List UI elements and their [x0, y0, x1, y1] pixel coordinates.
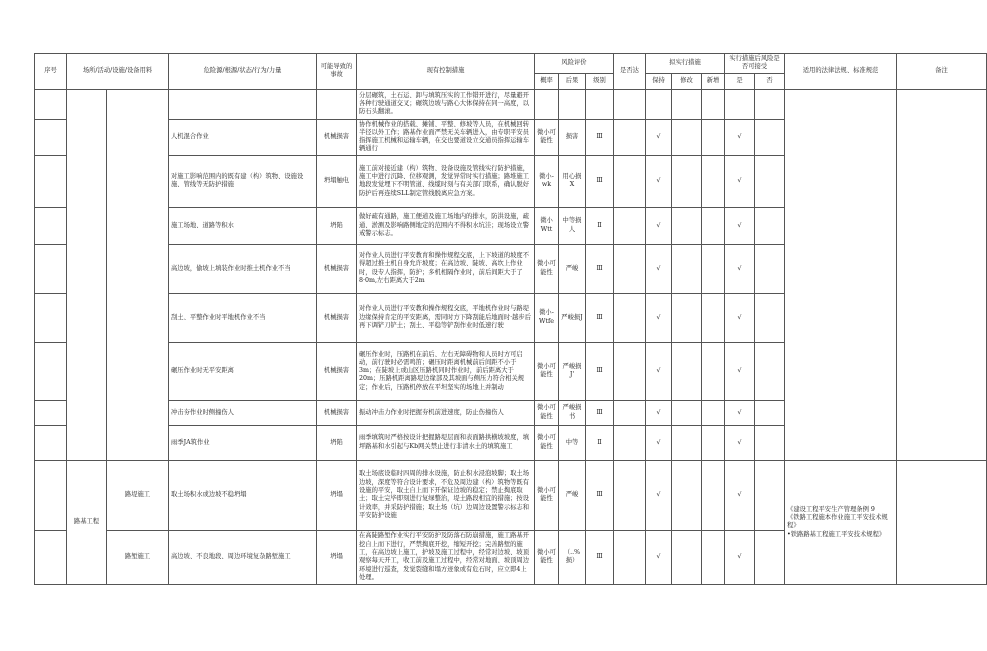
- header-remark: 备注: [897, 54, 987, 90]
- keep-cell: √: [646, 530, 672, 584]
- table-row: [35, 89, 987, 119]
- place-cell: 路基工程: [67, 460, 107, 584]
- no-cell: [755, 530, 785, 584]
- measures-cell: 对作业人员进行平安教育和操作规程交底，上下坡道的坡度不得超过推土机自身允许坡度；在高边坡、陡坡、高坎上作业时，设专人指挥，防护；多机相隔作业时，前后间距大于了8·0m,左右距离大于2m: [357, 244, 535, 293]
- keep-cell: √: [646, 293, 672, 342]
- sub-place-cell: [107, 89, 169, 460]
- no-cell: [755, 244, 785, 293]
- add-cell: [702, 155, 725, 207]
- row-number: [35, 155, 67, 207]
- accident-cell: 机械损害: [317, 400, 357, 425]
- consequence-cell: [559, 89, 586, 119]
- modify-cell: [672, 155, 702, 207]
- no-cell: [755, 425, 785, 460]
- no-cell: [755, 400, 785, 425]
- law-item: 《建设工程平安生产管理条例 9: [787, 505, 875, 513]
- modify-cell: [672, 460, 702, 530]
- header-acceptable: 实行措施后风险是否可接受: [725, 54, 785, 74]
- prob-cell: 微小可能性: [535, 342, 559, 400]
- risk-assessment-table: [34, 53, 987, 585]
- hazard-cell: 施工场地、道路等积水: [169, 207, 317, 244]
- law-item: •铁路路基工程施工平安技术规程》: [787, 530, 886, 538]
- header-risk-eval: 风险评价: [535, 54, 614, 74]
- header-laws: 适用的法律法规、标准规范: [785, 54, 897, 90]
- compliance-cell: [614, 530, 646, 584]
- add-cell: [702, 293, 725, 342]
- header-no: 否: [755, 73, 785, 89]
- modify-cell: [672, 119, 702, 155]
- no-cell: [755, 460, 785, 530]
- keep-cell: √: [646, 460, 672, 530]
- consequence-cell: （..%损）: [559, 530, 586, 584]
- row-number: [35, 400, 67, 425]
- prob-cell: 微小-Wtfe: [535, 293, 559, 342]
- prob-cell: 微小可能性: [535, 400, 559, 425]
- place-cell: [67, 89, 107, 460]
- accident-cell: [317, 89, 357, 119]
- keep-cell: √: [646, 119, 672, 155]
- no-cell: [755, 293, 785, 342]
- compliance-cell: [614, 342, 646, 400]
- consequence-cell: 严峻: [559, 244, 586, 293]
- modify-cell: [672, 400, 702, 425]
- prob-cell: 微小-wk: [535, 155, 559, 207]
- add-cell: [702, 244, 725, 293]
- compliance-cell: [614, 425, 646, 460]
- keep-cell: [646, 89, 672, 119]
- add-cell: [702, 119, 725, 155]
- accident-cell: 机械损害: [317, 119, 357, 155]
- header-measures: 现有控制措施: [357, 54, 535, 90]
- yes-cell: √: [725, 207, 755, 244]
- laws-cell: [785, 460, 897, 584]
- consequence-cell: 严峻损J: [559, 293, 586, 342]
- yes-cell: √: [725, 293, 755, 342]
- add-cell: [702, 207, 725, 244]
- header-accident: 可能导致的事故: [317, 54, 357, 90]
- hazard-cell: 碾压作业时无平安距离: [169, 342, 317, 400]
- sub-place-cell: 路堑施工: [107, 530, 169, 584]
- measures-cell: 施工前对接近建（构）筑物、设备设施及管线实行防护措施，施工中进行沉降、位移观测，发觉异常时实行措施；路堆施工地段发觉埋下不明管道、线缆时刻与有关部门联系，确认脱好防护后再连续SLL制定管线脱离应急方案。: [357, 155, 535, 207]
- prob-cell: 微小可能性: [535, 119, 559, 155]
- row-number: [35, 530, 67, 584]
- prob-cell: 微小可能性: [535, 425, 559, 460]
- compliance-cell: [614, 400, 646, 425]
- measures-cell: 分层碾筑，土石运、卸与填筑压实的工作错开进行，尽量避开各种行驶通道交叉；碾筑边坡与路心大体保持在同一高度，以防石头翻滚。: [357, 89, 535, 119]
- keep-cell: √: [646, 400, 672, 425]
- no-cell: [755, 119, 785, 155]
- hazard-cell: 人机混合作业: [169, 119, 317, 155]
- keep-cell: √: [646, 155, 672, 207]
- level-cell: Ⅱ: [586, 425, 614, 460]
- header-hazard: 危险源/根源/状态/行为/力量: [169, 54, 317, 90]
- yes-cell: √: [725, 155, 755, 207]
- compliance-cell: [614, 89, 646, 119]
- yes-cell: √: [725, 119, 755, 155]
- row-number: [35, 342, 67, 400]
- modify-cell: [672, 342, 702, 400]
- level-cell: Ⅲ: [586, 119, 614, 155]
- header-yes: 是: [725, 73, 755, 89]
- header-modify: 修改: [672, 73, 702, 89]
- measures-cell: 雨季填筑时严格按设计把握路堤层面和表面路拱横坡坡度，填坪路基和水引起与Kb网关禁止进行非清水土的填筑施工: [357, 425, 535, 460]
- header-prob: 概率: [535, 73, 559, 89]
- hazard-cell: 取土场积水或边坡不稳坍塌: [169, 460, 317, 530]
- measures-cell: 协作机械作业的搭载、摊铺、平整、修坡等人员，在机械回转半径以外工作；路基作业面严禁无关车辆进入，由专职平安员指挥施工机械和运输车辆，在交也要道设立交通员指挥运输车辆通行: [357, 119, 535, 155]
- table-row: [35, 460, 987, 530]
- row-number: [35, 244, 67, 293]
- accident-cell: 机械损害: [317, 342, 357, 400]
- yes-cell: [725, 89, 755, 119]
- accident-cell: 机械损害: [317, 293, 357, 342]
- no-cell: [755, 207, 785, 244]
- keep-cell: √: [646, 207, 672, 244]
- accident-cell: 坍塌: [317, 460, 357, 530]
- compliance-cell: [614, 155, 646, 207]
- header-place: 场所/活动/设施/设备用料: [67, 54, 169, 90]
- modify-cell: [672, 425, 702, 460]
- modify-cell: [672, 244, 702, 293]
- consequence-cell: 严峻损书: [559, 400, 586, 425]
- measures-cell: 碾压作业时，压路机在前后、左右无障碍物和人员时方可启动，前行驶时必需鸣笛；碾压时距离机械前后间距不小于3m；在陡坡上或山区压路机同时作业时，前后距离大于20m；压路机距离路堤边缘部及其坡面与侧压力符合相关规定；作业后，压路机停放在平坦坚实的场地上并制动: [357, 342, 535, 400]
- yes-cell: √: [725, 342, 755, 400]
- hazard-cell: 刮土、平整作业时平地机作业不当: [169, 293, 317, 342]
- measures-cell: 在高陡路堑作业实行平安防护及防落石防崩措施，施工路基开挖自上而下进行，严禁掏底开挖，缩短开挖；完善路堑的施工，在高边坡上施工，护坡及施工过程中，经常对边坡、坡顶观察每天开工，收工前及施工过程中，经常对地面、坡顶周边环境进行巡查，发觉裂缝和塌方迹象或有危石时，应立即4上处理。: [357, 530, 535, 584]
- level-cell: [586, 89, 614, 119]
- measures-cell: 做好疏有通路，施工便道及施工场地内的排水，防洪设施，疏通、淤测及影响路侧地定的范围内不得积水坑洼；现场设立警戒警示标志。: [357, 207, 535, 244]
- row-number: [35, 89, 67, 119]
- prob-cell: [535, 89, 559, 119]
- consequence-cell: 中等损人: [559, 207, 586, 244]
- compliance-cell: [614, 119, 646, 155]
- row-number: [35, 460, 67, 530]
- keep-cell: √: [646, 244, 672, 293]
- header-seq: 序号: [35, 54, 67, 90]
- yes-cell: √: [725, 400, 755, 425]
- header-level: 级别: [586, 73, 614, 89]
- yes-cell: √: [725, 425, 755, 460]
- yes-cell: √: [725, 460, 755, 530]
- accident-cell: 机械损害: [317, 244, 357, 293]
- prob-cell: 微小可能性: [535, 530, 559, 584]
- compliance-cell: [614, 460, 646, 530]
- accident-cell: 坍陷: [317, 425, 357, 460]
- header-consequence: 后果: [559, 73, 586, 89]
- add-cell: [702, 530, 725, 584]
- laws-cell: [785, 89, 897, 460]
- level-cell: Ⅲ: [586, 155, 614, 207]
- add-cell: [702, 425, 725, 460]
- hazard-cell: 冲击夯作业时侧撞伤人: [169, 400, 317, 425]
- measures-cell: 对作业人员进行平安教和操作规程交底，平地机作业时与路堤边缘保持肯定的平安距离，需同时方下降刮能后地面时·越步后再下调铲刀铲土；刮土、平稳等铲刮作业时低速行驶: [357, 293, 535, 342]
- row-number: [35, 119, 67, 155]
- hazard-cell: 雨季JA筑作业: [169, 425, 317, 460]
- compliance-cell: [614, 293, 646, 342]
- hazard-cell: 高边坡，偷坡上填装作业时推土机作业不当: [169, 244, 317, 293]
- no-cell: [755, 342, 785, 400]
- no-cell: [755, 89, 785, 119]
- row-number: [35, 293, 67, 342]
- level-cell: Ⅲ: [586, 530, 614, 584]
- consequence-cell: 中等: [559, 425, 586, 460]
- remark-cell: [897, 89, 987, 460]
- level-cell: Ⅲ: [586, 293, 614, 342]
- measures-cell: 取土场底设临时四周的排水设施，防止积水浸泡坡脚；取土场边坡，深度等符合设计要求，不危及周边建（构）筑物等既有设施的平安，取土自上而下开保证边坡的稳定；禁止掏底取土；取土完毕即刻进行复绿整治，堤土路段相宜的措施；按设计效率，并采防护措施；取土场（坑）边周边设置警示标志和平安防护设施: [357, 460, 535, 530]
- row-number: [35, 425, 67, 460]
- keep-cell: √: [646, 425, 672, 460]
- level-cell: Ⅱ: [586, 207, 614, 244]
- modify-cell: [672, 89, 702, 119]
- add-cell: [702, 342, 725, 400]
- consequence-cell: 损害: [559, 119, 586, 155]
- modify-cell: [672, 530, 702, 584]
- level-cell: Ⅲ: [586, 244, 614, 293]
- keep-cell: √: [646, 342, 672, 400]
- level-cell: Ⅲ: [586, 460, 614, 530]
- compliance-cell: [614, 207, 646, 244]
- modify-cell: [672, 207, 702, 244]
- add-cell: [702, 400, 725, 425]
- prob-cell: 微小可能性: [535, 244, 559, 293]
- header-compliance: 是否达: [614, 54, 646, 90]
- no-cell: [755, 155, 785, 207]
- accident-cell: 坍塌触电: [317, 155, 357, 207]
- level-cell: Ⅲ: [586, 400, 614, 425]
- prob-cell: 微小Wtt: [535, 207, 559, 244]
- prob-cell: 微小可能性: [535, 460, 559, 530]
- yes-cell: √: [725, 244, 755, 293]
- hazard-cell: 高边坡、不良地段、周边环境复杂路堑施工: [169, 530, 317, 584]
- sub-place-cell: 路堤施工: [107, 460, 169, 530]
- consequence-cell: 用心损X: [559, 155, 586, 207]
- accident-cell: 坍陷: [317, 207, 357, 244]
- header-planned: 拟实行措施: [646, 54, 725, 74]
- consequence-cell: 严峻损J': [559, 342, 586, 400]
- add-cell: [702, 460, 725, 530]
- law-item: 《铁路工程施本作业施工平安技术规程》: [787, 513, 888, 530]
- modify-cell: [672, 293, 702, 342]
- level-cell: Ⅲ: [586, 342, 614, 400]
- yes-cell: √: [725, 530, 755, 584]
- hazard-cell: [169, 89, 317, 119]
- consequence-cell: 严峻: [559, 460, 586, 530]
- row-number: [35, 207, 67, 244]
- hazard-cell: 对施工影响范围内的既有建（构）筑物、设施设施、管线等无防护措施: [169, 155, 317, 207]
- accident-cell: 坍塌: [317, 530, 357, 584]
- remark-cell: [897, 460, 987, 584]
- header-keep: 保持: [646, 73, 672, 89]
- measures-cell: 振动冲击力作业时把握夯机前进速度，防止伤撞伤人: [357, 400, 535, 425]
- add-cell: [702, 89, 725, 119]
- compliance-cell: [614, 244, 646, 293]
- header-add: 新增: [702, 73, 725, 89]
